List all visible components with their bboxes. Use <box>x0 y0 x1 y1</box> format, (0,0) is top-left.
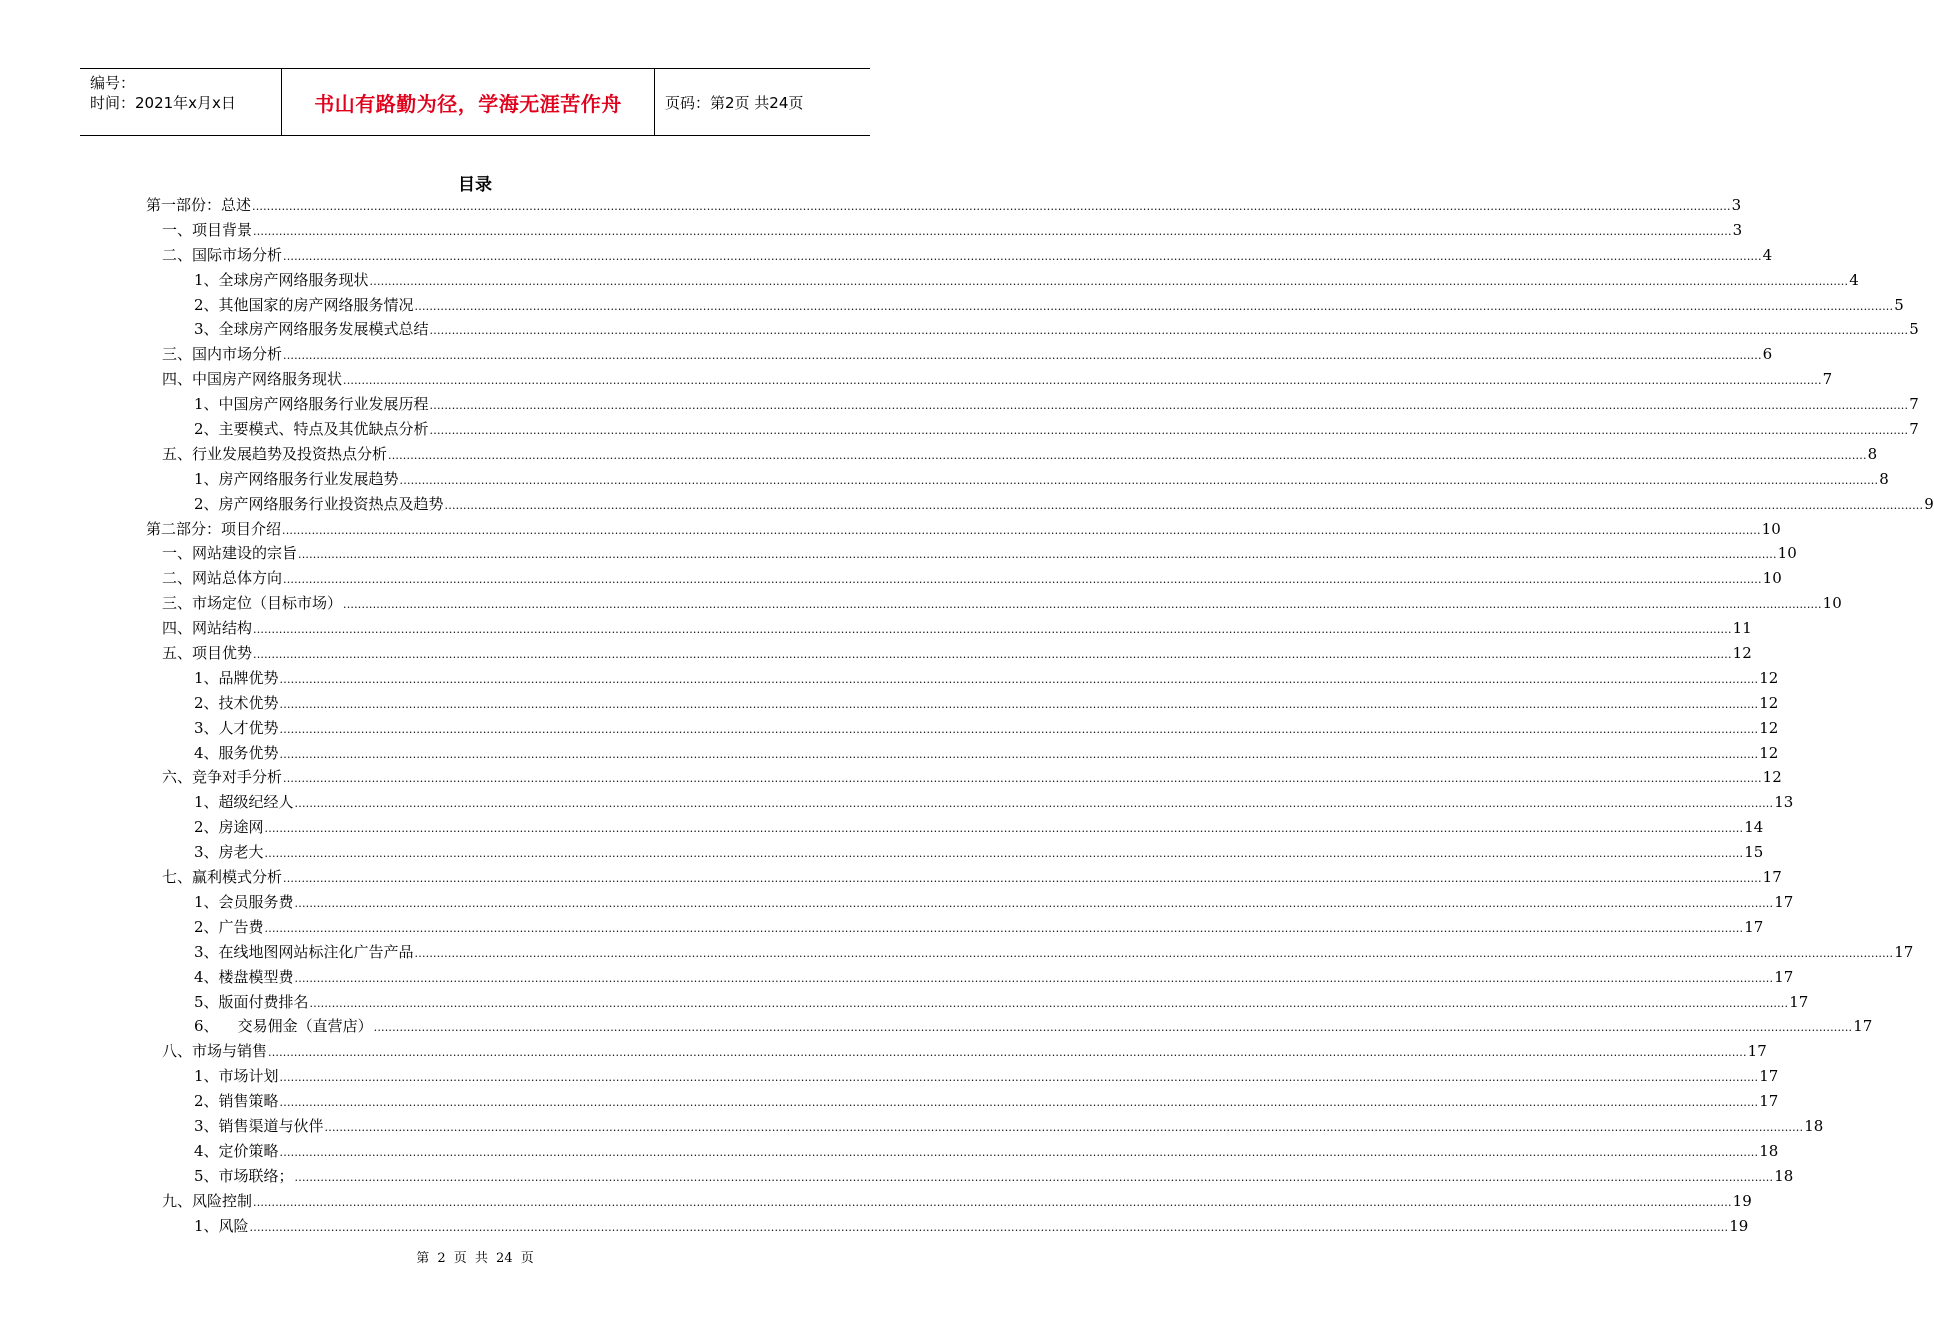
toc-dot-leader: ................................................................................................................................................................................................................................................................................................................................................................................................................ <box>283 573 1762 587</box>
toc-dot-leader: ................................................................................................................................................................................................................................................................................................................................................................................................................ <box>294 1170 1774 1184</box>
toc-dot-leader: ................................................................................................................................................................................................................................................................................................................................................................................................................ <box>279 747 1759 761</box>
toc-dot-leader: ................................................................................................................................................................................................................................................................................................................................................................................................................ <box>399 473 1879 487</box>
toc-dot-leader: ................................................................................................................................................................................................................................................................................................................................................................................................................ <box>294 971 1774 985</box>
toc-dot-leader: ................................................................................................................................................................................................................................................................................................................................................................................................................ <box>283 349 1762 363</box>
toc-entry[interactable] <box>146 840 1764 865</box>
toc-entry[interactable] <box>146 193 1742 218</box>
toc-dot-leader: ................................................................................................................................................................................................................................................................................................................................................................................................................ <box>279 1071 1759 1085</box>
toc-entry-label: 四、网站结构 <box>162 619 253 638</box>
toc-entry-page: 19 <box>1729 1216 1749 1235</box>
toc-entry[interactable] <box>146 865 1782 890</box>
toc-entry-page: 10 <box>1777 544 1797 563</box>
toc-entry-page: 17 <box>1744 917 1764 936</box>
table-of-contents <box>146 193 1934 1238</box>
toc-entry-page: 19 <box>1732 1191 1752 1210</box>
toc-entry-label: 五、行业发展趋势及投资热点分析 <box>162 444 388 463</box>
toc-entry[interactable] <box>146 392 1919 417</box>
toc-entry[interactable] <box>146 691 1779 716</box>
toc-entry[interactable] <box>146 765 1782 790</box>
toc-entry-page: 17 <box>1774 967 1794 986</box>
toc-entry[interactable] <box>146 915 1764 940</box>
toc-entry-label: 1、中国房产网络服务行业发展历程 <box>194 395 429 414</box>
toc-dot-leader: ................................................................................................................................................................................................................................................................................................................................................................................................................ <box>444 498 1924 512</box>
toc-entry[interactable] <box>146 965 1794 990</box>
toc-entry[interactable] <box>146 940 1914 965</box>
toc-entry-label: 六、竞争对手分析 <box>162 768 283 787</box>
toc-dot-leader: ................................................................................................................................................................................................................................................................................................................................................................................................................ <box>429 399 1909 413</box>
toc-entry[interactable] <box>146 1114 1824 1139</box>
toc-entry[interactable] <box>146 790 1794 815</box>
toc-entry-label: 1、风险 <box>194 1216 249 1235</box>
toc-entry[interactable] <box>146 1189 1752 1214</box>
toc-entry-label: 3、全球房产网络服务发展模式总结 <box>194 320 429 339</box>
document-date: 时间：2021年x月x日 <box>90 94 236 112</box>
toc-entry-label: 二、国际市场分析 <box>162 245 283 264</box>
page-footer: 第 2 页 共 24 页 <box>416 1251 534 1266</box>
toc-dot-leader: ................................................................................................................................................................................................................................................................................................................................................................................................................ <box>369 274 1849 288</box>
toc-entry-page: 17 <box>1853 1017 1873 1036</box>
toc-entry-page: 6 <box>1762 345 1773 364</box>
header-page-code: 页码：第2页 共24页 <box>665 93 804 112</box>
toc-entry-page: 3 <box>1731 196 1742 214</box>
toc-entry-page: 12 <box>1759 668 1779 687</box>
toc-entry[interactable] <box>146 417 1919 442</box>
toc-dot-leader: ................................................................................................................................................................................................................................................................................................................................................................................................................ <box>253 648 1732 662</box>
toc-dot-leader: ................................................................................................................................................................................................................................................................................................................................................................................................................ <box>429 324 1909 338</box>
toc-entry[interactable] <box>146 815 1764 840</box>
toc-dot-leader: ................................................................................................................................................................................................................................................................................................................................................................................................................ <box>264 847 1744 861</box>
toc-entry-page: 10 <box>1762 569 1782 588</box>
toc-entry-page: 10 <box>1822 594 1842 613</box>
toc-entry-label: 5、市场联络； <box>194 1166 294 1185</box>
toc-entry-page: 17 <box>1762 868 1782 887</box>
toc-entry-page: 10 <box>1761 519 1781 538</box>
toc-entry-page: 18 <box>1759 1141 1779 1160</box>
toc-dot-leader: ................................................................................................................................................................................................................................................................................................................................................................................................................ <box>283 872 1762 886</box>
toc-entry-page: 17 <box>1759 1092 1779 1111</box>
toc-entry[interactable] <box>146 1164 1794 1189</box>
toc-entry-page: 13 <box>1774 793 1794 812</box>
toc-entry-label: 第一部份：总述 <box>146 196 252 214</box>
toc-entry-label: 2、技术优势 <box>194 693 279 712</box>
page-header <box>80 68 870 136</box>
toc-entry-label: 八、市场与销售 <box>162 1042 268 1061</box>
toc-entry-page: 7 <box>1909 395 1919 414</box>
toc-dot-leader: ................................................................................................................................................................................................................................................................................................................................................................................................................ <box>414 946 1894 960</box>
toc-entry-page: 8 <box>1867 444 1878 463</box>
toc-entry-label: 二、网站总体方向 <box>162 569 283 588</box>
toc-entry-page: 4 <box>1762 245 1773 264</box>
toc-dot-leader: ................................................................................................................................................................................................................................................................................................................................................................................................................ <box>253 623 1732 637</box>
motto-text: 书山有路勤为径，学海无涯苦作舟 <box>314 91 622 116</box>
toc-entry[interactable] <box>146 492 1934 517</box>
toc-entry-page: 11 <box>1732 619 1752 638</box>
toc-entry-page: 18 <box>1774 1166 1794 1185</box>
toc-entry-label: 6、 交易佣金（直营店） <box>194 1017 373 1036</box>
toc-entry[interactable] <box>146 1064 1779 1089</box>
toc-dot-leader: ................................................................................................................................................................................................................................................................................................................................................................................................................ <box>283 772 1762 786</box>
toc-entry-label: 1、品牌优势 <box>194 668 279 687</box>
toc-dot-leader: ................................................................................................................................................................................................................................................................................................................................................................................................................ <box>264 921 1744 935</box>
toc-entry[interactable] <box>146 890 1794 915</box>
toc-entry[interactable] <box>146 342 1773 367</box>
toc-entry-page: 12 <box>1759 693 1779 712</box>
toc-entry-page: 4 <box>1849 270 1859 289</box>
toc-entry-label: 1、超级纪经人 <box>194 793 294 812</box>
toc-entry-label: 2、广告费 <box>194 917 264 936</box>
toc-entry[interactable] <box>146 1039 1767 1064</box>
toc-dot-leader: ................................................................................................................................................................................................................................................................................................................................................................................................................ <box>253 1195 1732 1209</box>
toc-dot-leader: ................................................................................................................................................................................................................................................................................................................................................................................................................ <box>283 249 1762 263</box>
toc-entry-page: 3 <box>1732 220 1743 239</box>
toc-dot-leader: ................................................................................................................................................................................................................................................................................................................................................................................................................ <box>279 1096 1759 1110</box>
toc-entry-page: 17 <box>1774 892 1794 911</box>
toc-entry-page: 7 <box>1909 420 1919 439</box>
toc-entry-page: 12 <box>1732 644 1752 663</box>
header-info-cell <box>80 69 281 135</box>
toc-dot-leader: ................................................................................................................................................................................................................................................................................................................................................................................................................ <box>253 224 1732 238</box>
toc-entry[interactable] <box>146 566 1782 591</box>
toc-entry-label: 4、服务优势 <box>194 743 279 762</box>
toc-entry-label: 三、市场定位（目标市场） <box>162 594 343 613</box>
toc-entry-label: 4、楼盘模型费 <box>194 967 294 986</box>
toc-entry-label: 五、项目优势 <box>162 644 253 663</box>
header-page-cell <box>655 69 870 135</box>
toc-dot-leader: ................................................................................................................................................................................................................................................................................................................................................................................................................ <box>268 1046 1747 1060</box>
toc-entry[interactable] <box>146 442 1878 467</box>
toc-entry[interactable] <box>146 641 1752 666</box>
toc-entry-page: 9 <box>1924 494 1934 513</box>
document-number-label: 编号： <box>90 74 136 92</box>
toc-dot-leader: ................................................................................................................................................................................................................................................................................................................................................................................................................ <box>343 598 1822 612</box>
toc-entry-label: 1、房产网络服务行业发展趋势 <box>194 469 399 488</box>
toc-entry-page: 5 <box>1909 320 1919 339</box>
toc-entry-label: 第二部分：项目介绍 <box>146 519 282 538</box>
toc-dot-leader: ................................................................................................................................................................................................................................................................................................................................................................................................................ <box>252 200 1731 213</box>
toc-entry[interactable] <box>146 317 1919 342</box>
toc-entry-label: 一、项目背景 <box>162 220 253 239</box>
toc-entry-page: 12 <box>1762 768 1782 787</box>
toc-entry-label: 2、房途网 <box>194 818 264 837</box>
toc-dot-leader: ................................................................................................................................................................................................................................................................................................................................................................................................................ <box>249 1220 1729 1234</box>
toc-entry-page: 14 <box>1744 818 1764 837</box>
toc-entry-label: 1、市场计划 <box>194 1067 279 1086</box>
toc-entry[interactable] <box>146 1089 1779 1114</box>
toc-entry-label: 2、其他国家的房产网络服务情况 <box>194 295 414 314</box>
toc-entry-label: 5、版面付费排名 <box>194 992 309 1011</box>
toc-entry[interactable] <box>146 467 1889 492</box>
toc-entry-label: 2、销售策略 <box>194 1092 279 1111</box>
toc-entry[interactable] <box>146 591 1842 616</box>
toc-entry-page: 7 <box>1822 370 1833 389</box>
toc-dot-leader: ................................................................................................................................................................................................................................................................................................................................................................................................................ <box>429 424 1909 438</box>
header-motto-cell <box>281 69 655 135</box>
toc-dot-leader: ................................................................................................................................................................................................................................................................................................................................................................................................................ <box>279 722 1759 736</box>
toc-dot-leader: ................................................................................................................................................................................................................................................................................................................................................................................................................ <box>309 996 1789 1010</box>
toc-entry-label: 3、房老大 <box>194 843 264 862</box>
toc-dot-leader: ................................................................................................................................................................................................................................................................................................................................................................................................................ <box>298 548 1777 562</box>
toc-entry[interactable] <box>146 293 1904 318</box>
toc-dot-leader: ................................................................................................................................................................................................................................................................................................................................................................................................................ <box>279 1145 1759 1159</box>
toc-entry[interactable] <box>146 367 1833 392</box>
toc-entry-page: 12 <box>1759 718 1779 737</box>
toc-entry-label: 2、主要模式、特点及其优缺点分析 <box>194 420 429 439</box>
toc-entry-label: 3、人才优势 <box>194 718 279 737</box>
toc-entry-page: 17 <box>1789 992 1809 1011</box>
toc-entry[interactable] <box>146 1214 1749 1239</box>
toc-entry-page: 15 <box>1744 843 1764 862</box>
toc-dot-leader: ................................................................................................................................................................................................................................................................................................................................................................................................................ <box>388 448 1867 462</box>
toc-entry-page: 18 <box>1804 1116 1824 1135</box>
toc-dot-leader: ................................................................................................................................................................................................................................................................................................................................................................................................................ <box>279 697 1759 711</box>
toc-entry[interactable] <box>146 990 1809 1015</box>
toc-entry-page: 17 <box>1894 942 1914 961</box>
toc-entry-label: 2、房产网络服务行业投资热点及趋势 <box>194 494 444 513</box>
toc-entry-page: 17 <box>1747 1042 1767 1061</box>
toc-entry-label: 3、在线地图网站标注化广告产品 <box>194 942 414 961</box>
toc-entry-page: 8 <box>1879 469 1889 488</box>
toc-entry-label: 1、会员服务费 <box>194 892 294 911</box>
toc-dot-leader: ................................................................................................................................................................................................................................................................................................................................................................................................................ <box>264 822 1744 836</box>
toc-entry[interactable] <box>146 666 1779 691</box>
toc-title: 目录 <box>458 175 492 195</box>
toc-entry[interactable] <box>146 1139 1779 1164</box>
toc-entry-label: 3、销售渠道与伙伴 <box>194 1116 324 1135</box>
toc-dot-leader: ................................................................................................................................................................................................................................................................................................................................................................................................................ <box>282 523 1761 537</box>
toc-entry[interactable] <box>146 716 1779 741</box>
toc-entry-label: 1、全球房产网络服务现状 <box>194 270 369 289</box>
toc-entry[interactable] <box>146 741 1779 766</box>
toc-entry-page: 17 <box>1759 1067 1779 1086</box>
toc-entry-page: 12 <box>1759 743 1779 762</box>
toc-dot-leader: ................................................................................................................................................................................................................................................................................................................................................................................................................ <box>343 374 1822 388</box>
toc-entry[interactable] <box>146 616 1752 641</box>
toc-entry-label: 4、定价策略 <box>194 1141 279 1160</box>
toc-entry[interactable] <box>146 541 1797 566</box>
toc-entry[interactable] <box>146 517 1781 542</box>
toc-dot-leader: ................................................................................................................................................................................................................................................................................................................................................................................................................ <box>373 1021 1853 1035</box>
toc-dot-leader: ................................................................................................................................................................................................................................................................................................................................................................................................................ <box>324 1120 1804 1134</box>
toc-entry-label: 三、国内市场分析 <box>162 345 283 364</box>
toc-entry[interactable] <box>146 218 1743 243</box>
toc-dot-leader: ................................................................................................................................................................................................................................................................................................................................................................................................................ <box>294 797 1774 811</box>
toc-entry-label: 一、网站建设的宗旨 <box>162 544 298 563</box>
toc-dot-leader: ................................................................................................................................................................................................................................................................................................................................................................................................................ <box>294 896 1774 910</box>
toc-entry[interactable] <box>146 243 1773 268</box>
toc-entry-label: 七、赢利模式分析 <box>162 868 283 887</box>
toc-dot-leader: ................................................................................................................................................................................................................................................................................................................................................................................................................ <box>414 299 1894 313</box>
toc-entry-label: 四、中国房产网络服务现状 <box>162 370 343 389</box>
toc-entry-label: 九、风险控制 <box>162 1191 253 1210</box>
toc-entry[interactable] <box>146 1014 1873 1039</box>
toc-entry-page: 5 <box>1894 295 1904 314</box>
toc-entry[interactable] <box>146 268 1859 293</box>
toc-dot-leader: ................................................................................................................................................................................................................................................................................................................................................................................................................ <box>279 672 1759 686</box>
